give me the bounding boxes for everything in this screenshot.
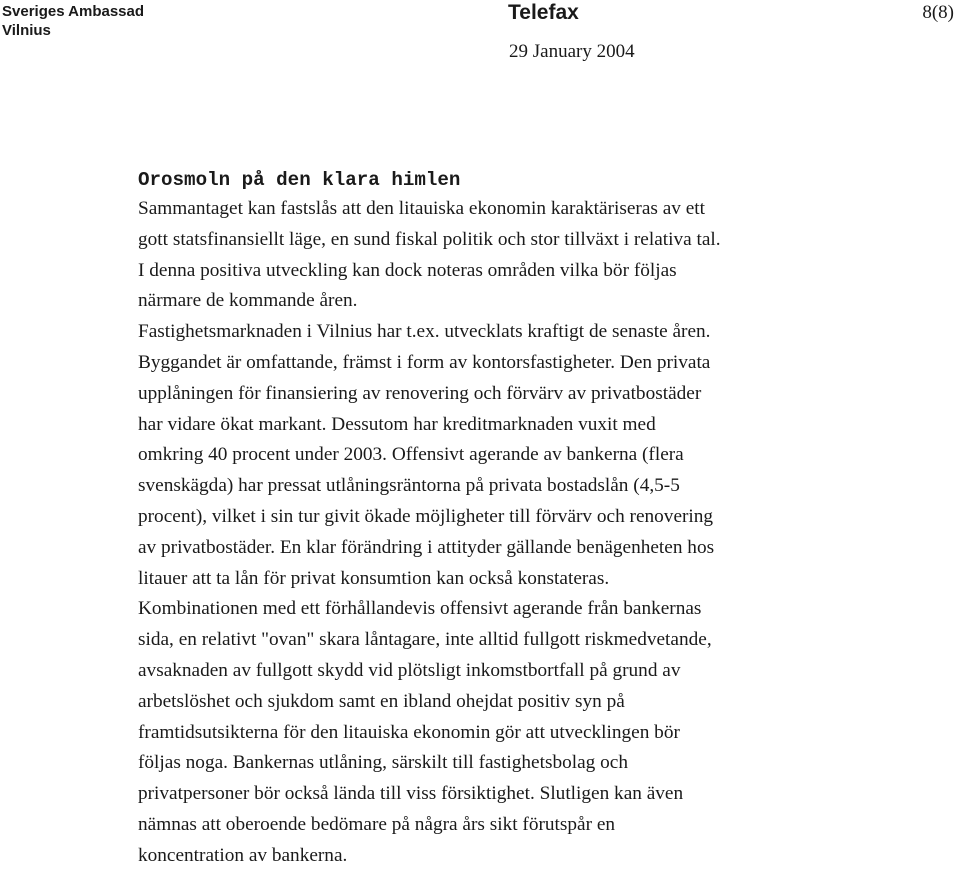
- body-line: upplåningen för finansiering av renovering och förvärv av privatbostäder: [138, 382, 702, 404]
- body-line: av privatbostäder. En klar förändring i attityder gällande benägenheten hos: [138, 536, 715, 558]
- body-line: närmare de kommande åren.: [138, 290, 358, 312]
- sender-city: Vilnius: [2, 22, 51, 39]
- body-line: Sammantaget kan fastslås att den litauiska ekonomin karaktäriseras av ett: [138, 198, 706, 219]
- body-line: framtidsutsikterna för den litauiska ekonomin gör att utvecklingen bör: [138, 721, 680, 743]
- body-line: har vidare ökat markant. Dessutom har kreditmarknaden vuxit med: [138, 413, 656, 435]
- body-line: följas noga. Bankernas utlåning, särskilt till fastighetsbolag och: [138, 752, 628, 774]
- page-number: 8(8): [922, 2, 954, 23]
- body-line: procent), vilket i sin tur givit ökade möjligheter till förvärv och renovering: [138, 505, 714, 527]
- body-line: arbetslöshet och sjukdom samt en ibland ohejdat positiv syn på: [138, 690, 625, 712]
- document-date: 29 January 2004: [509, 41, 635, 62]
- sender-block: [2, 2, 144, 40]
- body-line: privatpersoner bör också lända till viss försiktighet. Slutligen kan även: [138, 783, 684, 805]
- body-line: Byggandet är omfattande, främst i form av kontorsfastigheter. Den privata: [138, 351, 711, 373]
- body-line: koncentration av bankerna.: [138, 844, 348, 866]
- body-line: Fastighetsmarknaden i Vilnius har t.ex. utvecklats kraftigt de senaste åren.: [138, 321, 711, 343]
- body-line: sida, en relativt "ovan" skara låntagare, inte alltid fullgott riskmedvetande,: [138, 629, 712, 651]
- body-text: [138, 194, 948, 872]
- body-line: gott statsfinansiellt läge, en sund fiskal politik och stor tillväxt i relativa tal.: [138, 228, 721, 250]
- body-line: Kombinationen med ett förhållandevis offensivt agerande från bankernas: [138, 598, 702, 620]
- body-line: I denna positiva utveckling kan dock noteras områden vilka bör följas: [138, 259, 677, 281]
- body-line: svenskägda) har pressat utlåningsräntorna på privata bostadslån (4,5-5: [138, 475, 680, 497]
- sender-name: Sveriges Ambassad: [2, 3, 145, 20]
- body-line: avsaknaden av fullgott skydd vid plötsligt inkomstbortfall på grund av: [138, 659, 681, 681]
- document-type: Telefax: [508, 1, 579, 24]
- body-line: omkring 40 procent under 2003. Offensivt agerande av bankerna (flera: [138, 444, 684, 466]
- body-line: litauer att ta lån för privat konsumtion kan också konstateras.: [138, 567, 610, 589]
- body-line: nämnas att oberoende bedömare på några års sikt förutspår en: [138, 813, 616, 835]
- section-heading: Orosmoln på den klara himlen: [138, 169, 461, 191]
